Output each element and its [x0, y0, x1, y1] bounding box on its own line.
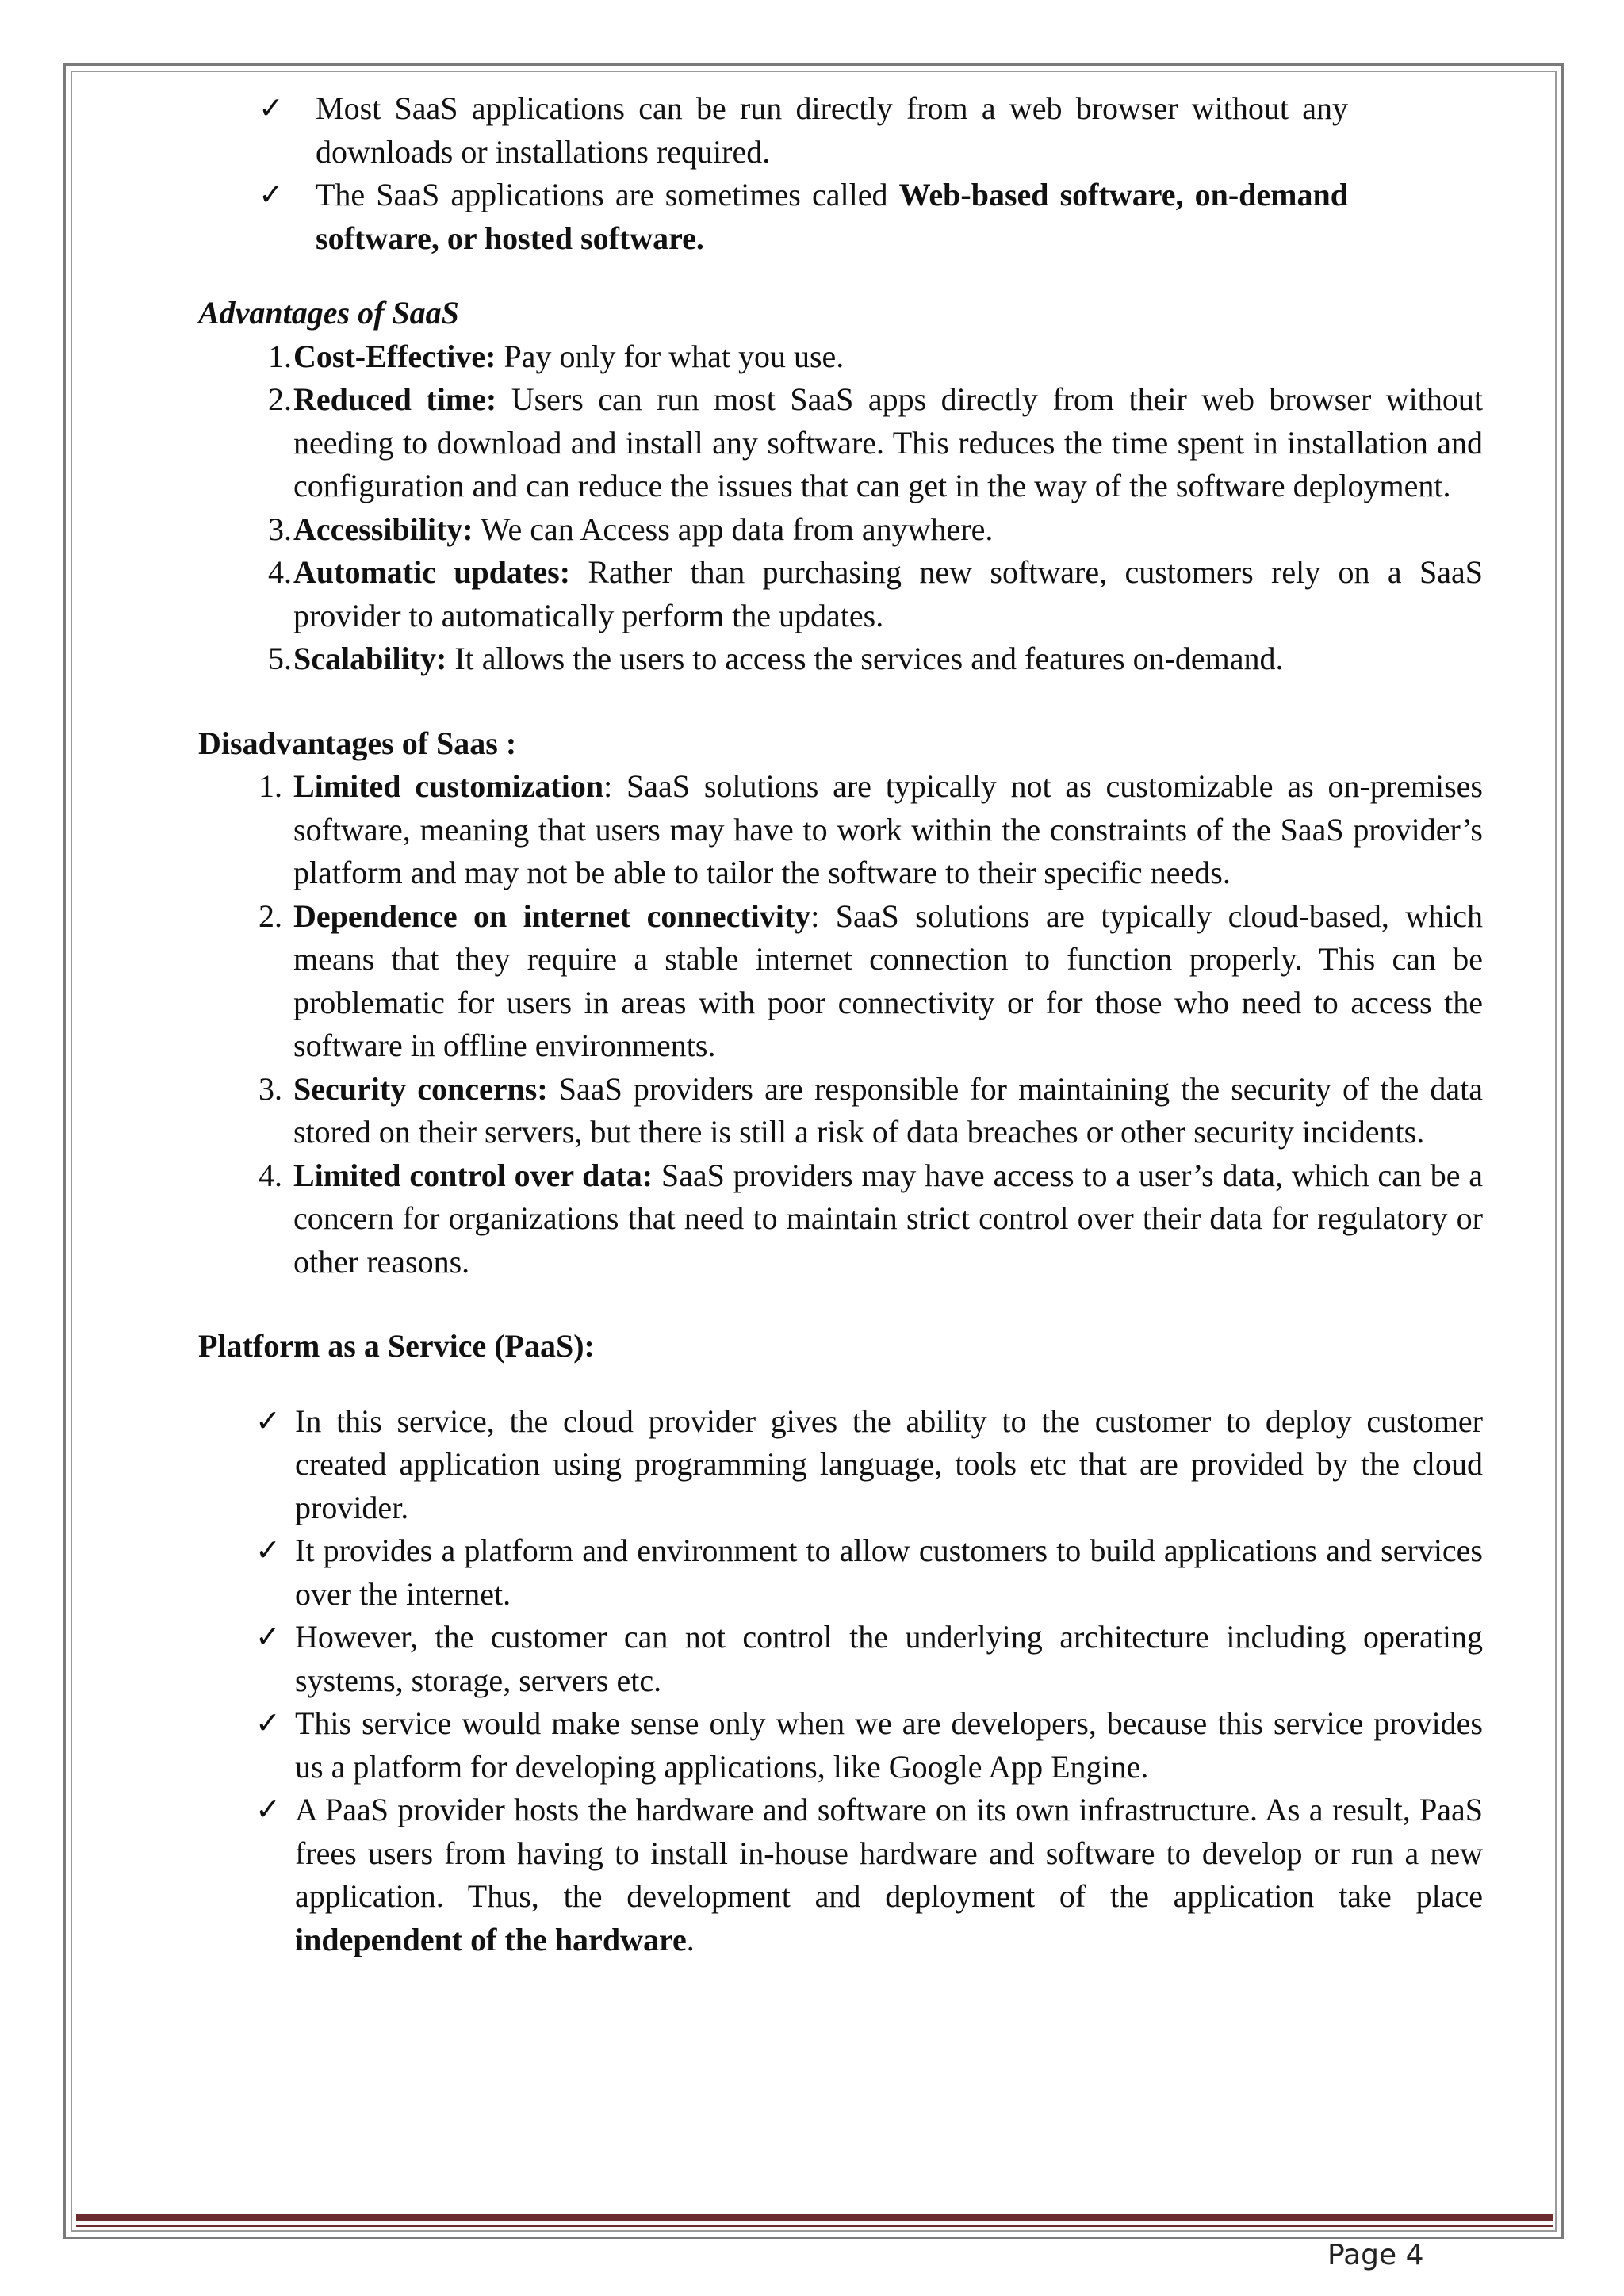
list-item-term: Scalability:: [293, 641, 447, 676]
paas-heading: Platform as a Service (PaaS):: [198, 1328, 595, 1364]
list-item: [198, 637, 1483, 681]
list-number: 5.: [268, 641, 292, 676]
list-item-term: Dependence on internet connectivity: [293, 897, 811, 934]
list-number: 2.: [259, 897, 282, 934]
paas-point: [198, 1789, 1483, 1961]
list-number: 2.: [268, 381, 292, 417]
paas-point-tail: .: [686, 1921, 695, 1957]
saas-point: [198, 87, 1483, 174]
check-mark-icon: ✓: [255, 1793, 281, 1827]
paas-point: [198, 1616, 1483, 1702]
list-item-text: : SaaS solutions are typically not as customizable as on-premises software, meaning that users may have to work within the constraints of the SaaS provider’s platform and may not be able to tailor the software to their specific needs.: [293, 768, 1483, 890]
paas-point-text: This service would make sense only when we are developers, because this service provides us a platform for developing applications, like Google App Engine.: [295, 1705, 1483, 1785]
list-item-text: : SaaS solutions are typically cloud-based, which means that they require a stable internet connection to function properly. This can be problematic for users in areas with poor connectivity or for those who need to access the software in offline environments.: [293, 897, 1484, 1063]
saas-point-bold: Web-based software, on-demand software, or hosted software.: [316, 177, 1348, 256]
footer-rule-thin: [76, 2225, 1553, 2227]
list-item: [198, 1068, 1483, 1154]
list-item-text: SaaS providers may have access to a user’s data, which can be a concern for organizations that need to maintain strict control over their data for regulatory or other reasons.: [293, 1157, 1483, 1280]
paas-point-bold: independent of the hardware: [295, 1921, 687, 1957]
advantages-list: [198, 335, 1483, 681]
disadvantages-list: [198, 765, 1483, 1284]
list-number: 3.: [259, 1070, 282, 1107]
list-number: 3.: [268, 511, 292, 547]
check-mark-icon: ✓: [259, 178, 284, 212]
paas-point-text: In this service, the cloud provider gives the ability to the customer to deploy customer created application using programming language, tools etc that are provided by the cloud provider.: [295, 1402, 1483, 1525]
list-item-term: Limited control over data:: [293, 1157, 653, 1193]
check-mark-icon: ✓: [255, 1621, 281, 1654]
list-item-text: It allows the users to access the services and features on-demand.: [446, 641, 1284, 676]
paas-point-text: However, the customer can not control the underlying architecture including operating systems, storage, servers etc.: [295, 1619, 1483, 1698]
list-item: [198, 335, 1483, 379]
paas-point: [198, 1529, 1483, 1616]
list-item-term: Limited customization: [293, 768, 604, 804]
saas-point: [198, 174, 1483, 260]
check-mark-icon: ✓: [255, 1534, 281, 1567]
advantages-heading: Advantages of SaaS: [198, 295, 459, 331]
check-mark-icon: ✓: [255, 1404, 281, 1438]
disadvantages-heading: Disadvantages of Saas :: [198, 725, 517, 761]
page-number: Page 4: [1327, 2239, 1424, 2271]
list-item-term: Cost-Effective:: [293, 338, 496, 374]
paas-point: [198, 1400, 1483, 1530]
list-item-text: SaaS providers are responsible for maintaining the security of the data stored on their servers, but there is still a risk of data breaches or other security incidents.: [293, 1070, 1483, 1150]
list-item-text: Users can run most SaaS apps directly from their web browser without needing to download and install any software. This reduces the time spent in installation and configuration and can reduce the issues that can get in the way of the software deployment.: [293, 381, 1483, 503]
list-item: [198, 551, 1483, 637]
list-item-text: Pay only for what you use.: [496, 338, 845, 374]
page-content: [198, 87, 1483, 1961]
footer-rule: [76, 2214, 1553, 2221]
paas-point: [198, 1702, 1483, 1789]
saas-point-text: Most SaaS applications can be run directly from a web browser without any downloads or installations required.: [316, 90, 1348, 170]
list-item: [198, 378, 1483, 508]
list-item-text: Rather than purchasing new software, customers rely on a SaaS provider to automatically perform the updates.: [293, 554, 1483, 633]
list-item: [198, 765, 1483, 895]
saas-point-text: The SaaS applications are sometimes called: [316, 177, 899, 212]
list-item: [198, 1154, 1483, 1284]
paas-point-text: It provides a platform and environment to allow customers to build applications and services over the internet.: [295, 1533, 1483, 1612]
paas-point-text: A PaaS provider hosts the hardware and software on its own infrastructure. As a result, PaaS frees users from having to install in-house hardware and software to develop or run a new application. Thus, the development and deployment of the application take place: [295, 1792, 1483, 1914]
paas-list: [198, 1400, 1483, 1962]
list-item: [198, 895, 1483, 1068]
list-number: 4.: [268, 554, 292, 590]
check-mark-icon: ✓: [259, 92, 284, 125]
list-number: 1.: [259, 768, 282, 804]
list-item-text: We can Access app data from anywhere.: [473, 511, 994, 547]
list-item-term: Automatic updates:: [293, 554, 571, 590]
list-number: 4.: [259, 1157, 282, 1193]
list-number: 1.: [268, 338, 292, 374]
list-item-term: Reduced time:: [293, 381, 497, 417]
check-mark-icon: ✓: [255, 1707, 281, 1740]
list-item-term: Security concerns:: [293, 1070, 548, 1107]
list-item: [198, 508, 1483, 552]
list-item-term: Accessibility:: [293, 511, 473, 547]
